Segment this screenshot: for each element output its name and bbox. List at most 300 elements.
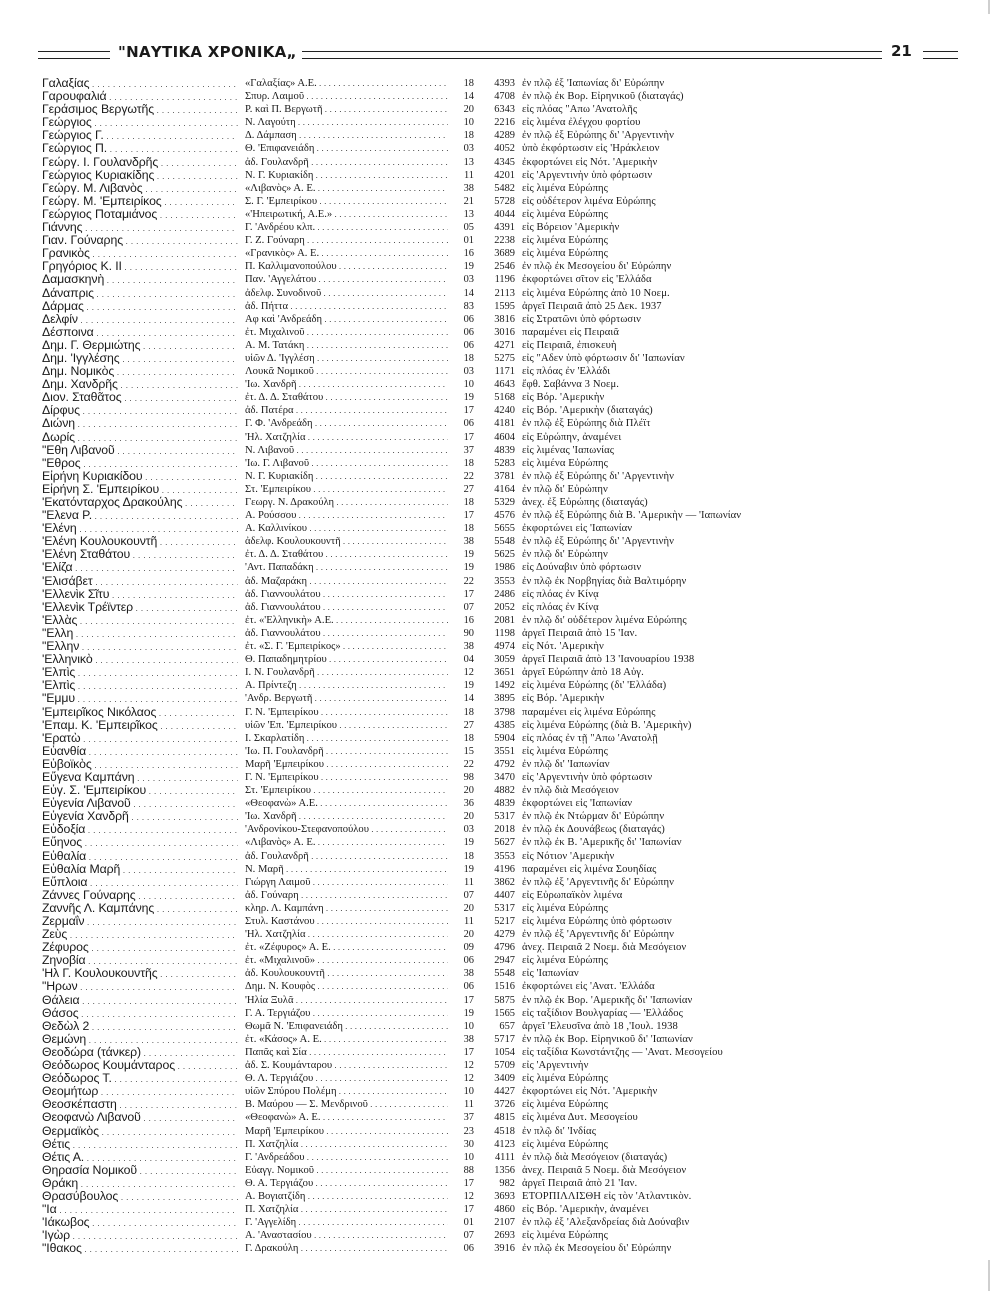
tonnage: 1196 — [494, 274, 515, 286]
owner-name: Ν. Μαρῆ . . . — [245, 863, 448, 876]
registry-year: 09 — [463, 942, 474, 954]
journal-title: "ΝΑΥΤΙΚΑ ΧΡΟΝΙΚΑ„ — [118, 43, 297, 61]
ship-name: Δαμασκηνὴ . . . — [42, 273, 238, 287]
position-note: εἰς Στρατῶνι ὑπὸ φόρτωσιν — [522, 313, 642, 325]
position-note: εἰς Δούναβιν ὑπὸ φόρτωσιν — [522, 562, 642, 574]
registry-year: 06 — [463, 955, 474, 967]
ship-name: Θεοφανὼ Λιβανοῦ . . . — [42, 1111, 238, 1125]
ship-name: Γεώργιος Γ. . . . — [42, 129, 238, 143]
table-row — [42, 941, 972, 954]
tonnage: 982 — [499, 1177, 515, 1189]
ship-name: 'Ελπὶς . . . — [42, 679, 238, 693]
ship-name: Εὔγενα Καμπάνη . . . — [42, 771, 238, 785]
registry-year: 14 — [463, 91, 474, 103]
registry-year: 21 — [463, 195, 474, 207]
ship-name: 'Ελπὶς . . . — [42, 666, 238, 680]
table-row — [42, 1059, 972, 1072]
table-row — [42, 719, 972, 732]
owner-name: Ν. Λαγούτη . . . — [245, 116, 448, 129]
tonnage: 5168 — [494, 392, 515, 404]
table-row — [42, 352, 972, 365]
position-note: εἰς λιμένα Εὐρώπης — [522, 235, 608, 247]
owner-name: ἀδ. Πατέρα . . . — [245, 404, 448, 417]
registry-year: 16 — [463, 248, 474, 260]
position-note: ἐν πλῷ ἐκ Μεσογείου δι' Εὐρώπην — [522, 261, 672, 273]
tonnage: 1492 — [494, 680, 515, 692]
ship-name: Ζαννῆς Λ. Καμπάνης . . . — [42, 902, 238, 916]
registry-year: 98 — [463, 771, 474, 783]
registry-year: 18 — [463, 457, 474, 469]
ship-name: Γιαν. Γούναρης . . . — [42, 234, 238, 248]
owner-name: ἐτ. «Ζέφυρος» Α. Ε. . . . — [245, 941, 448, 954]
table-row — [42, 522, 972, 535]
position-note: εἰς Πειραιᾶ, ἐπισκευὴ — [522, 339, 617, 351]
owner-name: Σ. Γ. 'Εμπειρίκου . . . — [245, 195, 448, 208]
table-row — [42, 247, 972, 260]
registry-year: 17 — [463, 1177, 474, 1189]
tonnage: 2947 — [494, 955, 515, 967]
tonnage: 1595 — [494, 300, 515, 312]
table-row — [42, 1138, 972, 1151]
position-note: ἐν πλῷ ἐκ Μεσογείου δι' Εὐρώπην — [522, 1243, 672, 1255]
table-row — [42, 444, 972, 457]
position-note: εἰς Βόρ. 'Αμερικὴν — [522, 693, 605, 705]
owner-name: Γεωργ. Ν. Δρακούλη . . . — [245, 496, 448, 509]
ship-name: Εἰρήνη Σ. 'Εμπειρίκου . . . — [42, 483, 238, 497]
position-note: εἰς ταξίδιον Βουλγαρίας — 'Ελλάδος — [522, 1007, 683, 1019]
table-row — [42, 548, 972, 561]
table-row — [42, 483, 972, 496]
tonnage: 4123 — [494, 1138, 515, 1150]
position-note: ἐν πλῷ ἐξ 'Αργεντινῆς δι' Εὐρώπην — [522, 876, 675, 888]
ship-name: Εὐβοϊκὸς . . . — [42, 758, 238, 772]
registry-year: 17 — [463, 588, 474, 600]
registry-year: 20 — [463, 902, 474, 914]
ship-name: Δάναπρις . . . — [42, 287, 238, 301]
table-row — [42, 129, 972, 142]
tonnage: 4792 — [494, 758, 515, 770]
position-note: εἰς λιμένα Εὐρώπης ὑπὸ φόρτωσιν — [522, 916, 672, 927]
table-row — [42, 509, 972, 522]
table-row — [42, 273, 972, 286]
position-note: ἐν πλῷ ἐκ Βορ. 'Αμερικῆς δι' 'Ιαπωνίαν — [522, 994, 693, 1006]
table-row — [42, 876, 972, 889]
ship-name: Γεώργιος Ποταμιάνος . . . — [42, 208, 238, 222]
registry-year: 38 — [463, 182, 474, 194]
position-note: εἰς Βόρ. 'Αμερικὴν — [522, 392, 605, 404]
ship-name: Θεοδώρα (τάνκερ) . . . — [42, 1046, 238, 1060]
ship-name: Γεράσιμος Βεργωτῆς . . . — [42, 103, 238, 117]
position-note: εἰς λιμένα Εὐρώπης — [522, 457, 608, 469]
ship-name: Εὐγενία Λιβανοῦ . . . — [42, 797, 238, 811]
ship-list — [42, 77, 972, 1255]
header-rule-middle — [302, 51, 882, 59]
ship-name: Διώνη . . . — [42, 417, 238, 431]
position-note: ἐκφορτώνει εἰς 'Ιαπωνίαν — [522, 798, 633, 810]
registry-year: 07 — [463, 1230, 474, 1242]
registry-year: 10 — [463, 1086, 474, 1098]
tonnage: 4393 — [494, 78, 515, 89]
table-row — [42, 1242, 972, 1255]
registry-year: 18 — [463, 706, 474, 718]
ship-name: Θεδὼλ 2 . . . — [42, 1020, 238, 1034]
ship-name: Θρασύβουλος . . . — [42, 1190, 238, 1204]
owner-name: Δημ. Ν. Κουφὸς . . . — [245, 980, 448, 993]
owner-name: Θ. Λ. Τεργιάζου . . . — [245, 1072, 448, 1085]
tonnage: 3693 — [494, 1190, 515, 1202]
table-row — [42, 1098, 972, 1111]
table-row — [42, 103, 972, 116]
tonnage: 3726 — [494, 1099, 515, 1111]
tonnage: 4815 — [494, 1112, 515, 1124]
tonnage: 5625 — [494, 549, 515, 561]
tonnage: 4164 — [494, 483, 515, 495]
table-row — [42, 90, 972, 103]
tonnage: 4839 — [494, 444, 515, 456]
ship-name: Ζέφυρος . . . — [42, 941, 238, 955]
registry-year: 17 — [463, 431, 474, 443]
owner-name: «Λιβανὸς» Α. Ε. . . . — [245, 836, 448, 849]
owner-name: 'Ηλ. Χατζηλία . . . — [245, 928, 448, 941]
position-note: ἀνεχ. ἐξ Εὐρώπης (διαταγάς) — [522, 497, 648, 508]
position-note: ΕΤΟΡΠΙΛΛΙΣΘΗ εἰς τὸν 'Ατλαντικὸν. — [522, 1190, 692, 1202]
owner-name: ἐτ. «Σ. Γ. 'Εμπειρίκος» . . . — [245, 640, 448, 653]
ship-name: Εὔηνος . . . — [42, 836, 238, 850]
tonnage: 1356 — [494, 1164, 515, 1176]
owner-name: 'Ανδρ. Βεργωτῆ . . . — [245, 692, 448, 705]
owner-name: 'Ανδρονίκου-Στεφανοπούλου . . . — [245, 823, 448, 836]
position-note: εἰς πλόας ἐν Κίνᾳ — [522, 588, 599, 600]
ship-name: Δελφίν . . . — [42, 313, 238, 327]
owner-name: Θ. Α. Τεργιάζου . . . — [245, 1177, 448, 1190]
tonnage: 2216 — [494, 117, 515, 129]
ship-name: Εὐδοξία . . . — [42, 823, 238, 837]
tonnage: 3895 — [494, 693, 515, 705]
table-row — [42, 575, 972, 588]
owner-name: Ι. Ν. Γουλανδρῆ . . . — [245, 666, 448, 679]
tonnage: 4604 — [494, 431, 515, 443]
tonnage: 4385 — [494, 719, 515, 731]
position-note: εἰς οὐδέτερον λιμένα Εὐρώπης — [522, 195, 656, 207]
owner-name: κληρ. Λ. Καμπάνη . . . — [245, 902, 448, 915]
ship-name: Θέτις Α. . . . — [42, 1151, 238, 1165]
owner-name: Εὐαγγ. Νομικοῦ . . . — [245, 1164, 448, 1177]
owner-name: «Θεοφανὼ» Α.Ε. . . . — [245, 797, 448, 810]
scan-edge-mark — [988, 0, 990, 14]
owner-name: ἐτ. Δ. Δ. Σταθάτου . . . — [245, 391, 448, 404]
owner-name: ἐτ. Μιχαλινοῦ . . . — [245, 326, 448, 339]
table-row — [42, 745, 972, 758]
tonnage: 4643 — [494, 379, 515, 391]
table-row — [42, 1007, 972, 1020]
owner-name: «Θεοφανὼ» Α. Ε. . . . — [245, 1111, 448, 1124]
tonnage: 4345 — [494, 156, 515, 168]
position-note: εἰς 'Αργεντινὴν — [522, 1060, 589, 1072]
registry-year: 37 — [463, 444, 474, 456]
ship-name: Δωρίς . . . — [42, 431, 238, 445]
tonnage: 4882 — [494, 785, 515, 797]
tonnage: 3862 — [494, 876, 515, 888]
ship-name: Ζηνοβία . . . — [42, 954, 238, 968]
ship-name: Γιάννης . . . — [42, 221, 238, 235]
position-note: εἰς λιμένα Εὐρώπης — [522, 1138, 608, 1150]
ship-name: Δημ. Χανδρῆς . . . — [42, 378, 238, 392]
position-note: εἰς λιμένα Εὐρώπης ἀπὸ 10 Νοεμ. — [522, 287, 670, 299]
tonnage: 3059 — [494, 654, 515, 666]
registry-year: 07 — [463, 601, 474, 613]
registry-year: 22 — [463, 470, 474, 482]
position-note: εἰς Εὐρωπαϊκὸν λιμένα — [522, 889, 623, 901]
ship-name: Γαρουφαλιά . . . — [42, 90, 238, 104]
registry-year: 18 — [463, 497, 474, 508]
ship-name: Δημ. Γ. Θερμιώτης . . . — [42, 339, 238, 353]
table-row — [42, 889, 972, 902]
tonnage: 5317 — [494, 811, 515, 823]
tonnage: 1054 — [494, 1046, 515, 1058]
registry-year: 06 — [463, 1243, 474, 1255]
registry-year: 20 — [463, 104, 474, 116]
owner-name: 'Ιω. Γ. Λιβανοῦ . . . — [245, 457, 448, 470]
table-row — [42, 116, 972, 129]
registry-year: 01 — [463, 1217, 474, 1229]
tonnage: 4052 — [494, 143, 515, 155]
table-row — [42, 1164, 972, 1177]
tonnage: 3816 — [494, 313, 515, 325]
registry-year: 23 — [463, 1125, 474, 1137]
table-row — [42, 1072, 972, 1085]
owner-name: ἐτ. «'Ελληνικὴ» Α.Ε. . . . — [245, 614, 448, 627]
ship-name: 'Εκατόνταρχος Δρακούλης . . . — [42, 496, 238, 510]
owner-name: ἀδ. Γουλανδρῆ . . . — [245, 850, 448, 863]
ship-name: Θέτις . . . — [42, 1138, 238, 1152]
ship-name: Δημ. Νομικὸς . . . — [42, 365, 238, 379]
ship-name: 'Ελληνικὸ . . . — [42, 653, 238, 667]
owner-name: ἀδ. Γιαννουλάτου . . . — [245, 601, 448, 614]
tonnage: 5317 — [494, 902, 515, 914]
registry-year: 19 — [463, 261, 474, 273]
tonnage: 2693 — [494, 1230, 515, 1242]
registry-year: 19 — [463, 392, 474, 404]
registry-year: 11 — [463, 169, 474, 181]
registry-year: 18 — [463, 523, 474, 535]
ship-name: "Ελλη . . . — [42, 627, 238, 641]
registry-year: 12 — [463, 1190, 474, 1202]
position-note: ἀργεῖ Πειραιᾶ ἀπὸ 25 Δεκ. 1937 — [522, 300, 662, 312]
owner-name: 'Ηλ. Χατζηλία . . . — [245, 431, 448, 444]
position-note: ἀνεχ. Πειραιᾶ 2 Νοεμ. διὰ Μεσόγειον — [522, 942, 687, 954]
tonnage: 4111 — [494, 1151, 515, 1163]
owner-name: Α. 'Αναστασίου . . . — [245, 1229, 448, 1242]
table-row — [42, 1203, 972, 1216]
table-row — [42, 915, 972, 928]
tonnage: 3798 — [494, 706, 515, 718]
tonnage: 6343 — [494, 104, 515, 116]
owner-name: Θ. 'Επιφανειάδη . . . — [245, 142, 448, 155]
owner-name: «Γαλαξίας» Α.Ε. . . . — [245, 77, 448, 90]
owner-name: Στ. 'Εμπειρίκου . . . — [245, 784, 448, 797]
tonnage: 3016 — [494, 326, 515, 338]
ship-name: Θηρασία Νομικοῦ . . . — [42, 1164, 238, 1178]
ship-name: 'Επαμ. Κ. 'Εμπειρῖκος . . . — [42, 719, 238, 733]
position-note: ἐν πλῷ ἐξ Εὐρώπης διὰ Β. 'Αμερικὴν — 'Ιαπωνίαν — [522, 510, 742, 522]
tonnage: 5655 — [494, 523, 515, 535]
position-note: παραμένει εἰς λιμένα Σουηδίας — [522, 863, 657, 875]
table-row — [42, 994, 972, 1007]
registry-year: 20 — [463, 785, 474, 797]
registry-year: 17 — [463, 510, 474, 522]
ship-name: Γεώργιος . . . — [42, 116, 238, 130]
owner-name: Ν. Γ. Κυριακίδη . . . — [245, 169, 448, 182]
ship-name: "Ιθακος . . . — [42, 1242, 238, 1256]
ship-name: Εὐγενία Χανδρῆ . . . — [42, 810, 238, 824]
owner-name: ἐτ. Δ. Δ. Σταθάτου . . . — [245, 548, 448, 561]
page-header — [38, 42, 958, 66]
table-row — [42, 784, 972, 797]
table-row — [42, 588, 972, 601]
position-note: εἰς πλόας ἐν 'Ελλάδι — [522, 366, 611, 378]
position-note: εἰς λιμένα Εὐρώπης (δι' 'Ελλάδα) — [522, 680, 667, 692]
position-note: εἰς λιμένα Εὐρώπης (διὰ Β. 'Αμερικὴν) — [522, 719, 692, 731]
registry-year: 13 — [463, 208, 474, 220]
owner-name: Θωμᾶ Ν. 'Επιφανειάδη . . . — [245, 1020, 448, 1033]
table-row — [42, 614, 972, 627]
table-row — [42, 1151, 972, 1164]
position-note: ἐκφορτώνει σῖτον εἰς 'Ελλάδα — [522, 274, 652, 286]
table-row — [42, 928, 972, 941]
tonnage: 4576 — [494, 510, 515, 522]
table-row — [42, 391, 972, 404]
table-row — [42, 797, 972, 810]
ship-name: Θεομήτωρ . . . — [42, 1085, 238, 1099]
owner-name: Λουκᾶ Νομικοῦ . . . — [245, 365, 448, 378]
registry-year: 06 — [463, 313, 474, 325]
registry-year: 03 — [463, 366, 474, 378]
owner-name: ἀδελφ. Κουλουκουντῆ . . . — [245, 535, 448, 548]
ship-name: 'Ελίζα . . . — [42, 561, 238, 575]
ship-name: 'Ελλενὶκ Σῖτυ . . . — [42, 588, 238, 602]
owner-name: υἱῶν 'Επ. 'Εμπειρίκου . . . — [245, 719, 448, 732]
owner-name: Γ. 'Αγγελίδη . . . — [245, 1216, 448, 1229]
table-row — [42, 169, 972, 182]
table-row — [42, 561, 972, 574]
ship-name: Γεώργιος Π. . . . — [42, 142, 238, 156]
ship-name: Ζερμαΐν . . . — [42, 915, 238, 929]
owner-name: Ι. Σκαρλατίδη . . . — [245, 732, 448, 745]
owner-name: Β. Μαύρου — Σ. Μενδρινοῦ . . . — [245, 1098, 448, 1111]
ship-name: Εὐανθία . . . — [42, 745, 238, 759]
owner-name: 'Ιω. Π. Γουλανδρῆ . . . — [245, 745, 448, 758]
header-rule-right — [923, 51, 958, 59]
table-row — [42, 1046, 972, 1059]
owner-name: Ρ. καὶ Π. Βεργωτῆ . . . — [245, 103, 448, 116]
position-note: εἰς λιμένας 'Ιαπωνίας — [522, 444, 615, 456]
tonnage: 4839 — [494, 798, 515, 810]
tonnage: 2546 — [494, 261, 515, 273]
ship-name: 'Ιγὼρ . . . — [42, 1229, 238, 1243]
registry-year: 18 — [463, 352, 474, 364]
position-note: ἀνεχ. Πειραιᾶ 5 Νοεμ. διὰ Μεσόγειον — [522, 1164, 687, 1176]
registry-year: 17 — [463, 1204, 474, 1216]
owner-name: Μαρῆ 'Εμπειρίκου . . . — [245, 1125, 448, 1138]
table-row — [42, 679, 972, 692]
table-row — [42, 1085, 972, 1098]
registry-year: 10 — [463, 1020, 474, 1032]
table-row — [42, 287, 972, 300]
tonnage: 1516 — [494, 981, 515, 993]
position-note: ἐν πλῷ ἐκ Β. 'Αμερικῆς δι' 'Ιαπωνίαν — [522, 837, 682, 849]
owner-name: «Γρανικὸς» Α. Ε. . . . — [245, 247, 448, 260]
registry-year: 11 — [463, 916, 474, 927]
registry-year: 38 — [463, 968, 474, 980]
position-note: εἰς Βόρειον 'Αμερικὴν — [522, 222, 620, 234]
owner-name: Παπᾶς καὶ Σία . . . — [245, 1046, 448, 1059]
position-note: ἐκφορτώνει εἰς Νότ. 'Αμερικὴν — [522, 156, 658, 168]
owner-name: 'Ιω. Χανδρῆ . . . — [245, 810, 448, 823]
position-note: ἐν πλῷ δι' οὐδέτερον λιμένα Εὐρώπης — [522, 614, 687, 626]
registry-year: 12 — [463, 1073, 474, 1085]
position-note: ἐν πλῷ ἐκ Βορ. Εἰρηνικοῦ δι' 'Ιαπωνίαν — [522, 1033, 693, 1045]
table-row — [42, 1125, 972, 1138]
registry-year: 19 — [463, 863, 474, 875]
ship-name: 'Ελένη Σταθάτου . . . — [42, 548, 238, 562]
registry-year: 18 — [463, 732, 474, 744]
position-note: ὑπὸ ἐκφόρτωσιν εἰς 'Ηράκλειον — [522, 143, 660, 155]
table-row — [42, 417, 972, 430]
table-row — [42, 627, 972, 640]
table-row — [42, 640, 972, 653]
registry-year: 17 — [463, 405, 474, 417]
position-note: ἀργεῖ Πειραιᾶ ἀπὸ 21 'Ιαν. — [522, 1177, 638, 1189]
position-note: εἰς λιμένα Εὐρώπης — [522, 182, 608, 194]
ship-name: Γεώργιος Κυριακίδης . . . — [42, 169, 238, 183]
ship-name: Διον. Σταθᾶτος . . . — [42, 391, 238, 405]
tonnage: 1986 — [494, 562, 515, 574]
registry-year: 27 — [463, 483, 474, 495]
table-row — [42, 706, 972, 719]
table-row — [42, 260, 972, 273]
table-row — [42, 850, 972, 863]
ship-name: "Εμμυ . . . — [42, 692, 238, 706]
registry-year: 22 — [463, 575, 474, 587]
registry-year: 19 — [463, 549, 474, 561]
tonnage: 4518 — [494, 1125, 515, 1137]
position-note: ἐν πλῷ ἐξ Εὐρώπης διὰ Πλέϊτ — [522, 418, 651, 430]
ship-name: 'Εμπειρῖκος Νικόλαος . . . — [42, 706, 238, 720]
owner-name: Θ. Παπαδημητρίου . . . — [245, 653, 448, 666]
registry-year: 04 — [463, 654, 474, 666]
ship-name: Εὐθαλία . . . — [42, 850, 238, 864]
tonnage: 4181 — [494, 418, 515, 430]
registry-year: 07 — [463, 889, 474, 901]
table-row — [42, 967, 972, 980]
table-row — [42, 195, 972, 208]
table-row — [42, 1033, 972, 1046]
owner-name: Γ. Ν. 'Εμπειρίκου . . . — [245, 771, 448, 784]
ship-name: "Ελενα Ρ. . . . — [42, 509, 238, 523]
position-note: ἔφθ. Σαβάννα 3 Νοεμ. — [522, 379, 620, 391]
table-row — [42, 378, 972, 391]
owner-name: 'Ιω. Χανδρῆ . . . — [245, 378, 448, 391]
owner-name: 'Ηλία Ξυλᾶ . . . — [245, 994, 448, 1007]
table-row — [42, 758, 972, 771]
registry-year: 14 — [463, 693, 474, 705]
ship-name: Γεώργ. Μ. 'Εμπειρίκος . . . — [42, 195, 238, 209]
tonnage: 5283 — [494, 457, 515, 469]
table-row — [42, 182, 972, 195]
tonnage: 5548 — [494, 536, 515, 548]
ship-name: Θερμαϊκὸς . . . — [42, 1125, 238, 1139]
registry-year: 12 — [463, 1060, 474, 1072]
